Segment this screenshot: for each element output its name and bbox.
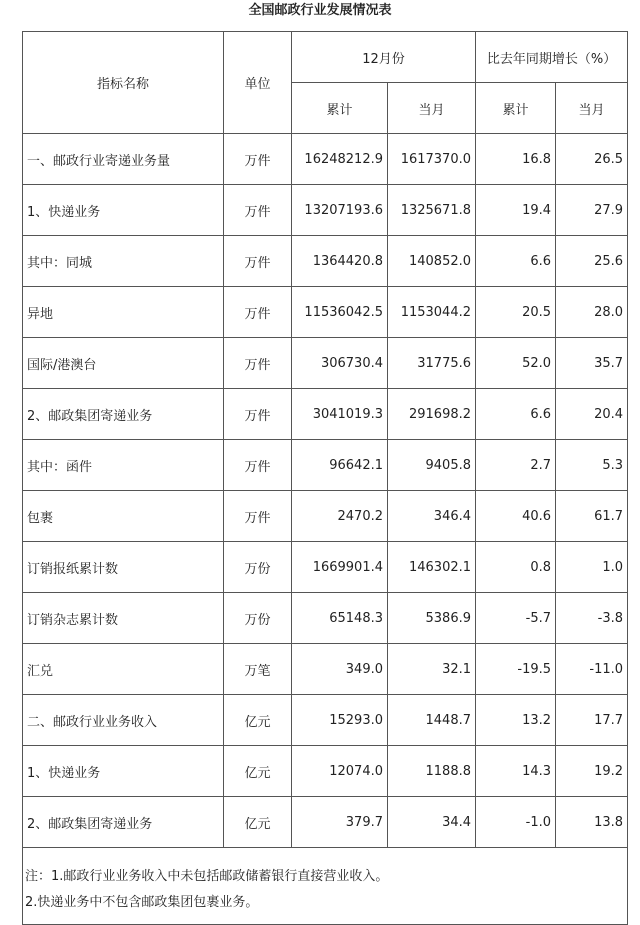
header-current: 当月	[388, 83, 476, 134]
row-growth-cumulative: 19.4	[476, 185, 556, 236]
row-current: 31775.6	[388, 338, 476, 389]
row-growth-current: 27.9	[556, 185, 628, 236]
row-growth-current: 28.0	[556, 287, 628, 338]
row-unit: 万件	[224, 491, 292, 542]
row-growth-cumulative: 6.6	[476, 236, 556, 287]
row-unit: 万件	[224, 389, 292, 440]
header-growth-current: 当月	[556, 83, 628, 134]
row-growth-current: 13.8	[556, 797, 628, 848]
header-unit: 单位	[224, 32, 292, 134]
row-growth-current: 1.0	[556, 542, 628, 593]
table-row	[23, 236, 628, 287]
row-current: 34.4	[388, 797, 476, 848]
table-row	[23, 746, 628, 797]
row-name: 2、邮政集团寄递业务	[23, 797, 224, 848]
header-row-top	[23, 32, 628, 83]
table-row	[23, 593, 628, 644]
row-current: 140852.0	[388, 236, 476, 287]
row-growth-current: 5.3	[556, 440, 628, 491]
row-cumulative: 12074.0	[292, 746, 388, 797]
row-cumulative: 2470.2	[292, 491, 388, 542]
row-growth-cumulative: 20.5	[476, 287, 556, 338]
row-growth-current: 20.4	[556, 389, 628, 440]
row-unit: 万份	[224, 593, 292, 644]
row-cumulative: 13207193.6	[292, 185, 388, 236]
row-unit: 亿元	[224, 746, 292, 797]
row-current: 291698.2	[388, 389, 476, 440]
row-growth-cumulative: 2.7	[476, 440, 556, 491]
table-row	[23, 542, 628, 593]
table-row	[23, 797, 628, 848]
row-unit: 万件	[224, 134, 292, 185]
table-row	[23, 338, 628, 389]
row-cumulative: 379.7	[292, 797, 388, 848]
notes-row	[23, 848, 628, 925]
row-cumulative: 15293.0	[292, 695, 388, 746]
table-row	[23, 287, 628, 338]
row-name: 包裹	[23, 491, 224, 542]
row-growth-cumulative: 6.6	[476, 389, 556, 440]
row-cumulative: 96642.1	[292, 440, 388, 491]
note-line: 2.快递业务中不包含邮政集团包裹业务。	[25, 895, 259, 910]
table-title: 全国邮政行业发展情况表	[248, 3, 392, 18]
row-growth-current: 17.7	[556, 695, 628, 746]
row-current: 346.4	[388, 491, 476, 542]
row-growth-cumulative: 52.0	[476, 338, 556, 389]
row-unit: 万件	[224, 287, 292, 338]
row-growth-current: 19.2	[556, 746, 628, 797]
row-current: 1188.8	[388, 746, 476, 797]
row-unit: 万件	[224, 236, 292, 287]
row-cumulative: 65148.3	[292, 593, 388, 644]
row-growth-current: -11.0	[556, 644, 628, 695]
row-cumulative: 11536042.5	[292, 287, 388, 338]
row-current: 1448.7	[388, 695, 476, 746]
row-name: 异地	[23, 287, 224, 338]
row-current: 1617370.0	[388, 134, 476, 185]
row-unit: 万份	[224, 542, 292, 593]
row-growth-current: 35.7	[556, 338, 628, 389]
row-cumulative: 16248212.9	[292, 134, 388, 185]
row-growth-cumulative: -5.7	[476, 593, 556, 644]
row-name: 汇兑	[23, 644, 224, 695]
table-row	[23, 695, 628, 746]
header-cumulative: 累计	[292, 83, 388, 134]
table-row	[23, 185, 628, 236]
notes-cell	[23, 848, 628, 925]
header-growth-group: 比去年同期增长（%）	[476, 32, 628, 83]
row-name: 其中：同城	[23, 236, 224, 287]
row-name: 订销杂志累计数	[23, 593, 224, 644]
row-current: 146302.1	[388, 542, 476, 593]
header-name: 指标名称	[23, 32, 224, 134]
row-unit: 亿元	[224, 695, 292, 746]
row-cumulative: 349.0	[292, 644, 388, 695]
row-unit: 万件	[224, 185, 292, 236]
row-growth-cumulative: -1.0	[476, 797, 556, 848]
row-growth-cumulative: 13.2	[476, 695, 556, 746]
row-current: 1153044.2	[388, 287, 476, 338]
row-name: 订销报纸累计数	[23, 542, 224, 593]
row-unit: 万件	[224, 440, 292, 491]
row-name: 其中：函件	[23, 440, 224, 491]
row-cumulative: 3041019.3	[292, 389, 388, 440]
table-row	[23, 644, 628, 695]
table-row	[23, 491, 628, 542]
row-current: 5386.9	[388, 593, 476, 644]
row-name: 2、邮政集团寄递业务	[23, 389, 224, 440]
row-growth-cumulative: 16.8	[476, 134, 556, 185]
row-current: 32.1	[388, 644, 476, 695]
row-name: 一、邮政行业寄递业务量	[23, 134, 224, 185]
row-cumulative: 1669901.4	[292, 542, 388, 593]
row-growth-cumulative: 40.6	[476, 491, 556, 542]
row-name: 1、快递业务	[23, 746, 224, 797]
row-unit: 万笔	[224, 644, 292, 695]
row-cumulative: 306730.4	[292, 338, 388, 389]
row-current: 1325671.8	[388, 185, 476, 236]
table-row	[23, 389, 628, 440]
row-name: 国际/港澳台	[23, 338, 224, 389]
row-current: 9405.8	[388, 440, 476, 491]
row-growth-current: 26.5	[556, 134, 628, 185]
row-growth-cumulative: 14.3	[476, 746, 556, 797]
header-growth-cumulative: 累计	[476, 83, 556, 134]
row-cumulative: 1364420.8	[292, 236, 388, 287]
row-unit: 亿元	[224, 797, 292, 848]
row-growth-current: -3.8	[556, 593, 628, 644]
table-row	[23, 440, 628, 491]
note-line: 注：1.邮政行业业务收入中未包括邮政储蓄银行直接营业收入。	[25, 869, 389, 884]
row-growth-current: 61.7	[556, 491, 628, 542]
table-row	[23, 134, 628, 185]
row-growth-current: 25.6	[556, 236, 628, 287]
row-growth-cumulative: -19.5	[476, 644, 556, 695]
row-unit: 万件	[224, 338, 292, 389]
row-name: 二、邮政行业业务收入	[23, 695, 224, 746]
header-month-group: 12月份	[292, 32, 476, 83]
row-name: 1、快递业务	[23, 185, 224, 236]
postal-industry-table	[22, 31, 628, 925]
row-growth-cumulative: 0.8	[476, 542, 556, 593]
